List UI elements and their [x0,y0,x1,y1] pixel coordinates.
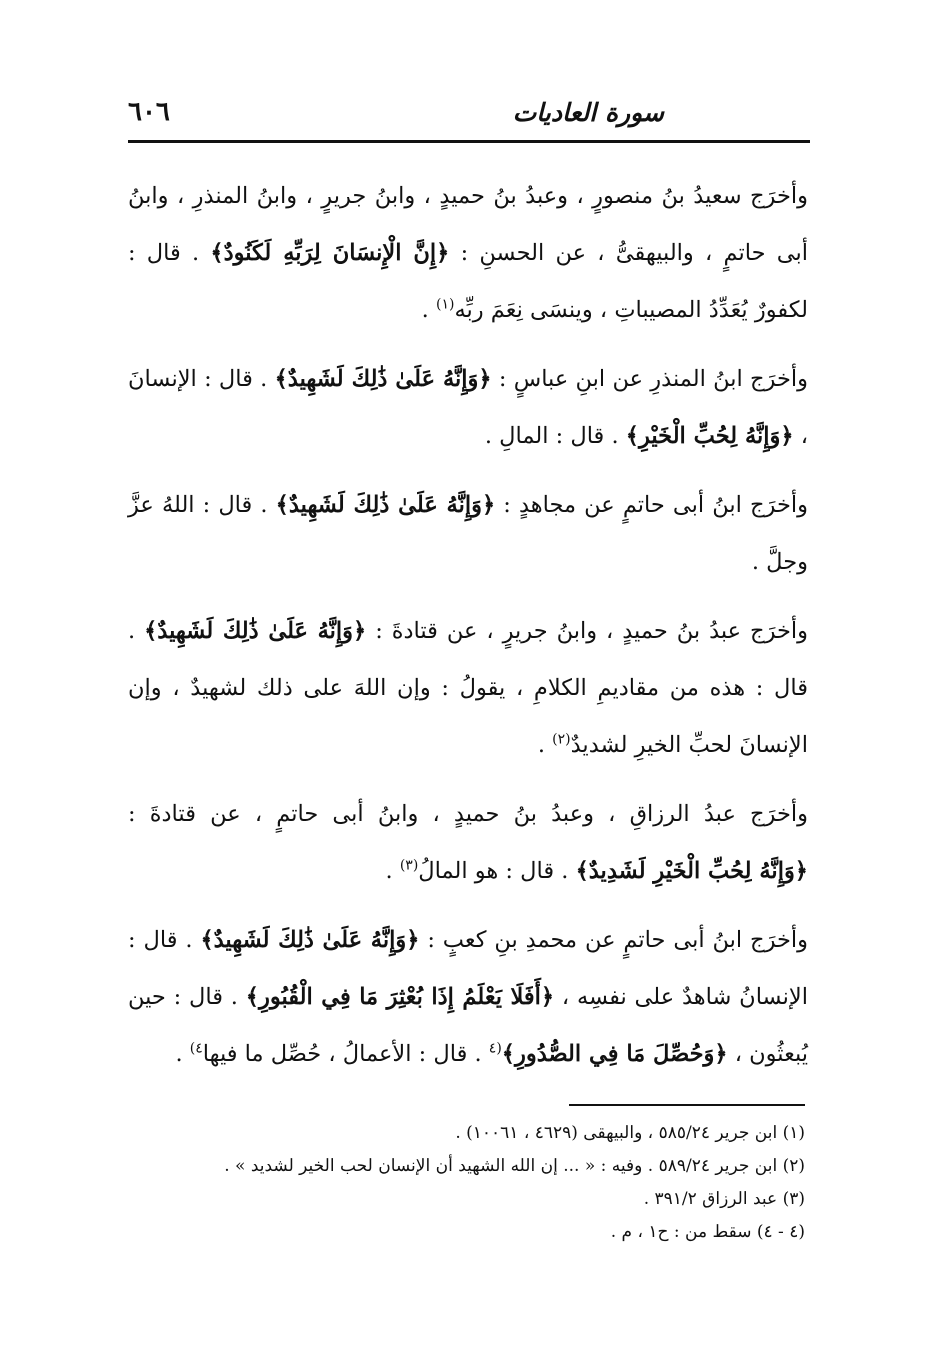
quran-quote: ﴿إِنَّ الْإِنسَانَ لِرَبِّهِ لَكَنُودٌ﴾ [210,240,450,266]
paragraph-text: . قال : الإنسانُ شاهدٌ على نفسِه ، [128,927,808,1010]
paragraph-intro: وأخرَج عبدُ بنُ حميدٍ ، وابنُ جريرٍ ، عن قتادةَ : [375,618,809,644]
quran-quote: ﴿وَإِنَّهُ عَلَىٰ ذَٰلِكَ لَشَهِيدٌ﴾ [275,492,496,518]
paragraph-text: . قال : اللهُ عزَّ وجلَّ . [128,492,808,575]
footnote-marker: (١) [435,296,455,313]
body-text [128,168,808,1095]
quran-quote: ﴿وَإِنَّهُ عَلَىٰ ذَٰلِكَ لَشَهِيدٌ﴾ [274,366,492,392]
paragraph-text: . قال : هذه من مقاديمِ الكلامِ ، يقولُ : وإن اللهَ على ذلك لشهيدٌ ، وإن الإنسانَ لحبِّ الخيرِ لشديدٌ [128,618,808,758]
footnote-marker: ٤) [189,1040,203,1057]
paragraph-3 [128,477,808,591]
quran-quote: ﴿وَحُصِّلَ مَا فِي الصُّدُورِ﴾ [501,1041,728,1067]
paragraph-2 [128,351,808,465]
quran-quote: ﴿وَإِنَّهُ عَلَىٰ ذَٰلِكَ لَشَهِيدٌ﴾ [144,618,367,644]
page-number: ٦٠٦ [128,97,170,127]
paragraph-intro: وأخرَج سعيدُ بنُ منصورٍ ، وعبدُ بنُ حميدٍ ، وابنُ جريرٍ ، وابنُ المنذرِ ، وابنُ أبى حاتمٍ ، والبيهقىُّ ، عن الحسنِ : [128,183,809,266]
paragraph-1 [128,168,808,339]
paragraph-end: . [385,858,393,884]
paragraph-intro: وأخرَج ابنُ المنذرِ عن ابنِ عباسٍ : [498,366,808,392]
footnote-marker: (٢) [552,731,571,748]
paragraph-end: . [175,1041,183,1067]
paragraph-end: . [537,732,545,758]
paragraph-5 [128,786,808,900]
footnote-1: (١) ابن جرير ٥٨٥/٢٤ ، والبيهقى (٤٦٢٩ ، ١٠٠٦١) . [455,1123,805,1143]
paragraph-text: . قال : الأعمالُ ، حُصِّل ما فيها [202,1041,482,1067]
page-header [128,92,804,132]
paragraph-intro: وأخرَج عبدُ الرزاقِ ، وعبدُ بنُ حميدٍ ، وابنُ أبى حاتمٍ ، عن قتادةَ : [128,801,808,827]
quran-quote: ﴿وَإِنَّهُ لِحُبِّ الْخَيْرِ لَشَدِيدٌ﴾ [575,858,808,884]
quran-quote: ﴿وَإِنَّهُ لِحُبِّ الْخَيْرِ﴾ [625,423,794,449]
paragraph-text: . قال : هو المالُ [418,858,569,884]
paragraph-intro: وأخرَج ابنُ أبى حاتمٍ عن محمدِ بنِ كعبٍ : [427,927,809,953]
paragraph-text: . قال : لكفورٌ يُعَدِّدُ المصيباتِ ، وينسَى نِعَمَ ربِّه [128,240,808,323]
paragraph-4 [128,603,808,774]
paragraph-end: . [421,297,429,323]
paragraph-text: . قال : الإنسانَ ، [128,366,808,449]
footnote-marker: (٣) [399,857,419,874]
paragraph-intro: وأخرَج ابنُ أبى حاتمٍ عن مجاهدٍ : [503,492,808,518]
footnote-3: (٣) عبد الرزاق ٣٩١/٢ . [643,1189,805,1209]
quran-quote: ﴿أَفَلَا يَعْلَمُ إِذَا بُعْثِرَ مَا فِي الْقُبُورِ﴾ [245,984,555,1010]
paragraph-text: . قال : المالِ . [484,423,619,449]
quran-quote: ﴿وَإِنَّهُ عَلَىٰ ذَٰلِكَ لَشَهِيدٌ﴾ [200,927,420,953]
paragraph-6 [128,912,808,1083]
header-rule [128,140,810,143]
footnote-2: (٢) ابن جرير ٥٨٩/٢٤ . وفيه : « ... إن الله الشهيد أن الإنسان لحب الخير لشديد » . [224,1156,805,1176]
running-title: سورة العاديات [512,97,664,127]
paragraph-text: . قال : حين يُبعثُون ، [128,984,808,1067]
footnote-rule [569,1104,805,1106]
footnote-4: (٤ - ٤) سقط من : ح١ ، م . [610,1222,805,1242]
footnote-marker: (٤ [488,1040,502,1057]
footnotes [128,1118,805,1250]
